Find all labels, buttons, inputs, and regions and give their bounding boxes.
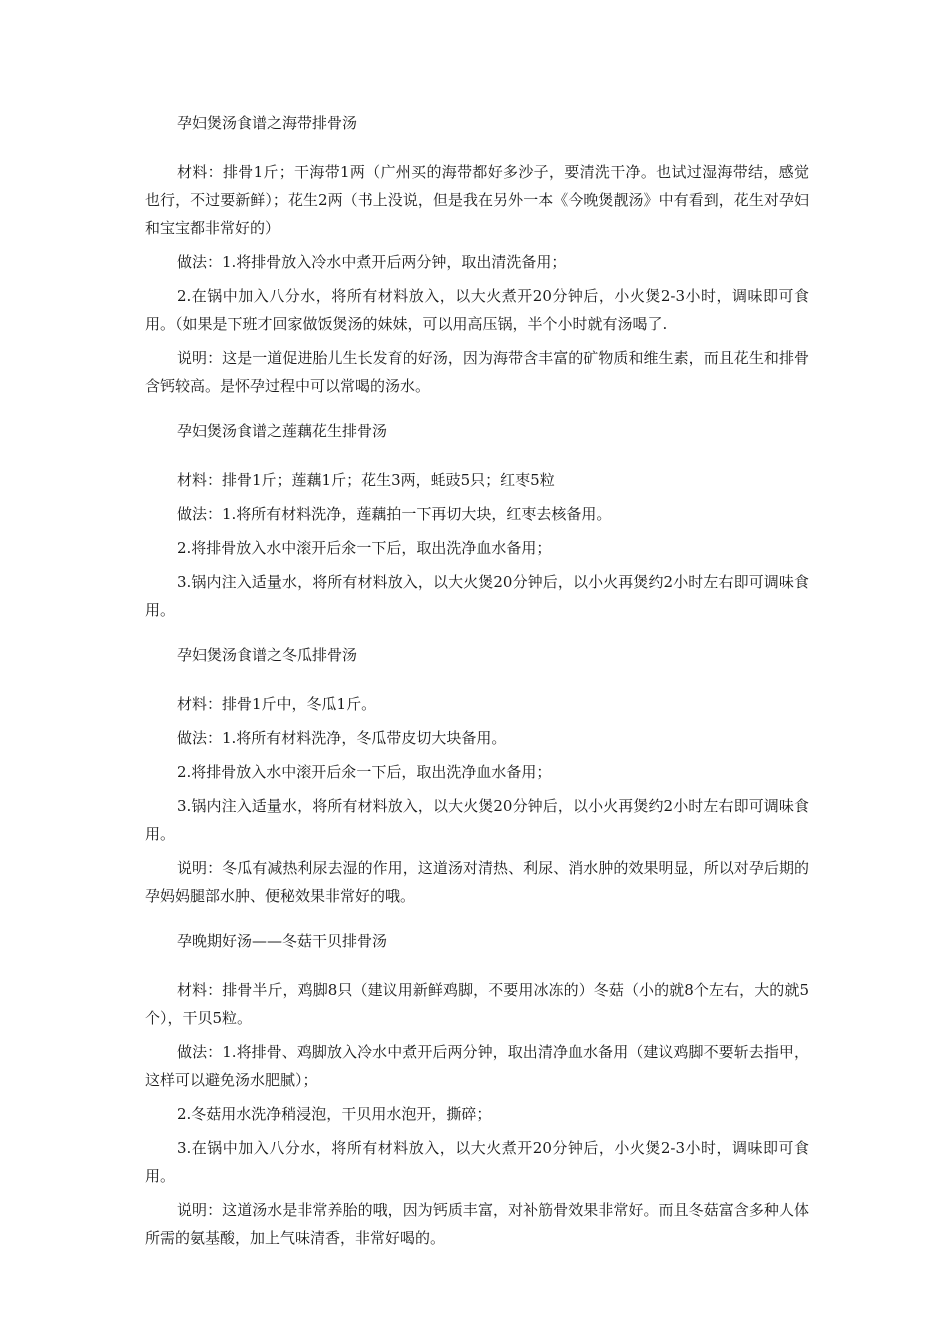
recipe-section-mushroom-scallop — [145, 930, 809, 1252]
method-step-3: 3.在锅中加入八分水，将所有材料放入，以大火煮开20分钟后，小火煲2-3小时，调味即可食用。 — [145, 1139, 809, 1185]
method-step-2: 2.冬菇用水洗净稍浸泡，干贝用水泡开，撕碎； — [177, 1105, 492, 1123]
notes-paragraph: 说明：冬瓜有减热利尿去湿的作用，这道汤对清热、利尿、消水肿的效果明显，所以对孕后期的孕妈妈腿部水肿、便秘效果非常好的哦。 — [145, 859, 809, 905]
recipe-section-winter-melon — [145, 644, 809, 910]
recipe-title: 孕妇煲汤食谱之莲藕花生排骨汤 — [177, 422, 388, 440]
method-step-3: 3.锅内注入适量水，将所有材料放入，以大火煲20分钟后，以小火再煲约2小时左右即可调味食用。 — [145, 797, 809, 843]
recipe-title: 孕妇煲汤食谱之冬瓜排骨汤 — [177, 646, 358, 664]
document-page — [145, 112, 809, 1272]
method-step-2: 2.在锅中加入八分水，将所有材料放入，以大火煮开20分钟后，小火煲2-3小时，调味即可食用。（如果是下班才回家做饭煲汤的妹妹，可以用高压锅，半个小时就有汤喝了. — [145, 287, 809, 333]
method-step-1: 做法：1.将排骨放入冷水中煮开后两分钟，取出清洗备用； — [177, 253, 567, 271]
recipe-title: 孕晚期好汤——冬菇干贝排骨汤 — [177, 932, 388, 950]
recipe-section-seaweed — [145, 112, 809, 400]
notes-paragraph: 说明：这道汤水是非常养胎的哦，因为钙质丰富，对补筋骨效果非常好。而且冬菇富含多种人体所需的氨基酸，加上气味清香，非常好喝的。 — [145, 1201, 809, 1247]
method-step-2: 2.将排骨放入水中滚开后氽一下后，取出洗净血水备用； — [177, 763, 552, 781]
method-step-1: 做法：1.将所有材料洗净，冬瓜带皮切大块备用。 — [177, 729, 507, 747]
method-step-3: 3.锅内注入适量水，将所有材料放入，以大火煲20分钟后，以小火再煲约2小时左右即可调味食用。 — [145, 573, 809, 619]
ingredients-paragraph: 材料：排骨1斤；干海带1两（广州买的海带都好多沙子，要清洗干净。也试过湿海带结，感觉也行，不过要新鲜）；花生2两（书上没说，但是我在另外一本《今晚煲靓汤》中有看到，花生对孕妇和宝宝都非常好的） — [145, 163, 809, 237]
notes-paragraph: 说明：这是一道促进胎儿生长发育的好汤，因为海带含丰富的矿物质和维生素，而且花生和排骨含钙较高。是怀孕过程中可以常喝的汤水。 — [145, 349, 809, 395]
ingredients-paragraph: 材料：排骨半斤，鸡脚8只（建议用新鲜鸡脚，不要用冰冻的）冬菇（小的就8个左右，大的就5个），干贝5粒。 — [145, 981, 809, 1027]
method-step-1: 做法：1.将排骨、鸡脚放入冷水中煮开后两分钟，取出清净血水备用（建议鸡脚不要斩去指甲，这样可以避免汤水肥腻）； — [145, 1043, 809, 1089]
recipe-section-lotus-root — [145, 420, 809, 624]
method-step-1: 做法：1.将所有材料洗净，莲藕拍一下再切大块，红枣去核备用。 — [177, 505, 612, 523]
ingredients-paragraph: 材料：排骨1斤中，冬瓜1斤。 — [177, 695, 377, 713]
method-step-2: 2.将排骨放入水中滚开后氽一下后，取出洗净血水备用； — [177, 539, 552, 557]
recipe-title: 孕妇煲汤食谱之海带排骨汤 — [177, 114, 358, 132]
ingredients-paragraph: 材料：排骨1斤；莲藕1斤；花生3两，蚝豉5只；红枣5粒 — [177, 471, 555, 489]
